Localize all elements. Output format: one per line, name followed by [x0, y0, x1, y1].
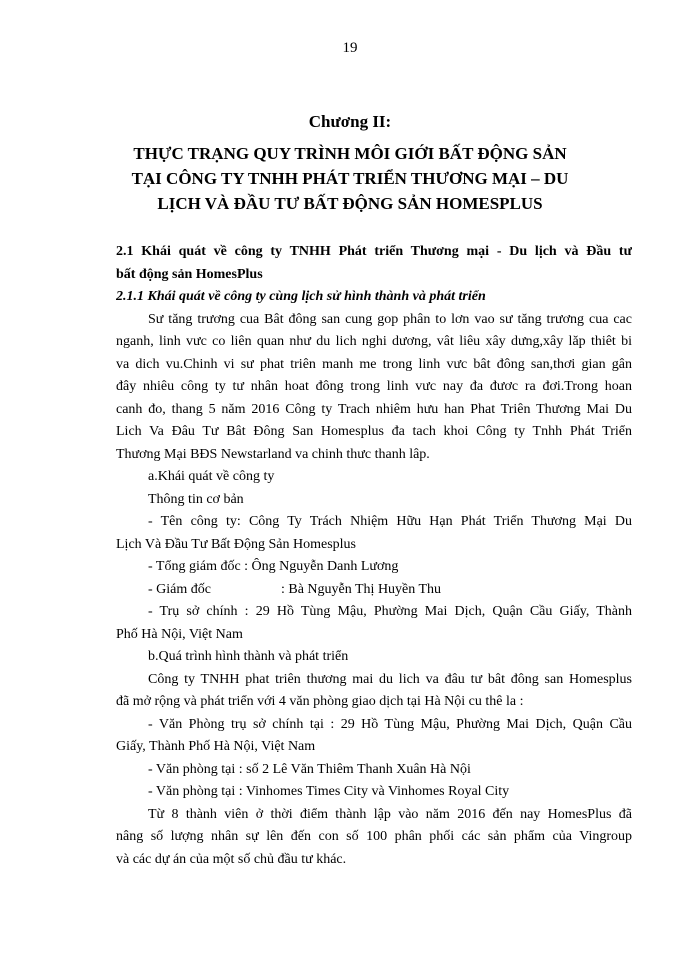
paragraph-line: canh đo, thang 5 năm 2016 Công ty Trach nhiêm hưu han Phat Triên Thương Mai Du: [116, 401, 632, 417]
chapter-title: [80, 141, 620, 216]
office-main-line: Giấy, Thành Phố Hà Nội, Việt Nam: [116, 739, 316, 754]
paragraph-line: Sư tăng trương cua Bât đông san cung gop phân to lơn vao sư tăng trương cua cac: [148, 311, 632, 327]
chapter-title-line: TẠI CÔNG TY TNHH PHÁT TRIỂN THƯƠNG MẠI – DU: [131, 169, 569, 188]
company-name-line: Lịch Và Đầu Tư Bất Động Sản Homesplus: [116, 536, 356, 552]
director-value: : Bà Nguyễn Thị Huyền Thu: [280, 581, 442, 597]
body-text: [116, 241, 632, 871]
section-heading-2-1-1: 2.1.1 Khái quát về công ty cùng lịch sử hình thành và phát triển: [116, 289, 486, 304]
director-line: [116, 579, 632, 602]
section-heading-2-1: 2.1 Khái quát về công ty TNHH Phát triển Thương mại - Du lịch và Đầu tư: [116, 244, 632, 259]
chapter-heading: Chương II:: [308, 112, 392, 131]
paragraph-line: nâng số lượng nhân sự lên đến con số 100 phân phối các sản phẩm của Vingroup: [116, 829, 632, 844]
office-line: - Văn phòng tại : Vinhomes Times City và Vinhomes Royal City: [148, 784, 510, 799]
section-heading-2-1-cont: bất động sản HomesPlus: [116, 266, 263, 282]
paragraph-line: va dich vu.Chinh vi sư phat triên manh me trong linh vưc bât đông san,thơi gian gân: [116, 356, 632, 372]
paragraph-line: đây nhiêu công ty tư nhân hoat đông trong linh vưc nay đa đươc ra đơi.Trong hoan: [116, 379, 632, 394]
office-main-line: - Văn Phòng trụ sở chính tại : 29 Hồ Tùng Mậu, Phường Mai Dịch, Quận Cầu: [148, 716, 632, 732]
head-office-line: - Trụ sở chính : 29 Hồ Tùng Mậu, Phường Mai Dịch, Quận Cầu Giấy, Thành: [148, 604, 632, 619]
paragraph-line: và các dự án của một số chủ đầu tư khác.: [116, 851, 347, 867]
chapter-title-line: THỰC TRẠNG QUY TRÌNH MÔI GIỚI BẤT ĐỘNG SẢN: [133, 144, 567, 163]
paragraph-line: Lich Va Đâu Tư Bât Đông San Homesplus đa tach khoi Công ty Tnhh Phát Triển: [116, 424, 632, 439]
paragraph-line: đã mở rộng và phát triển với 4 văn phòng giao dịch tại Hà Nội cu thê la :: [116, 694, 524, 709]
general-director-line: - Tổng giám đốc : Ông Nguyễn Danh Lương: [148, 559, 399, 574]
office-line: - Văn phòng tại : số 2 Lê Văn Thiêm Thanh Xuân Hà Nội: [148, 761, 471, 777]
subheading-b: b.Quá trình hình thành và phát triển: [148, 649, 349, 664]
page-number: 19: [342, 40, 358, 56]
basic-info-label: Thông tin cơ bản: [148, 491, 244, 507]
director-label: - Giám đốc: [148, 581, 211, 597]
paragraph-line: Từ 8 thành viên ở thời điểm thành lập vào năm 2016 đến nay HomesPlus đã: [148, 806, 632, 822]
head-office-line: Phố Hà Nội, Việt Nam: [116, 626, 243, 642]
chapter-title-line: LỊCH VÀ ĐẦU TƯ BẤT ĐỘNG SẢN HOMESPLUS: [157, 194, 543, 213]
paragraph-line: nganh, linh vưc co liên quan như du lich nghi dương, vât liêu xây dưng,xây lăp thiêt bi: [116, 334, 632, 349]
subheading-a: a.Khái quát về công ty: [148, 469, 275, 484]
company-name-line: - Tên công ty: Công Ty Trách Nhiệm Hữu Hạn Phát Triển Thương Mại Du: [148, 514, 632, 529]
paragraph-line: Thương Mại BĐS Newstarland va chinh thưc thanh lâp.: [116, 446, 430, 462]
paragraph-line: Công ty TNHH phat triên thương mai du lich va đâu tư bât đông san Homesplus: [148, 671, 632, 687]
